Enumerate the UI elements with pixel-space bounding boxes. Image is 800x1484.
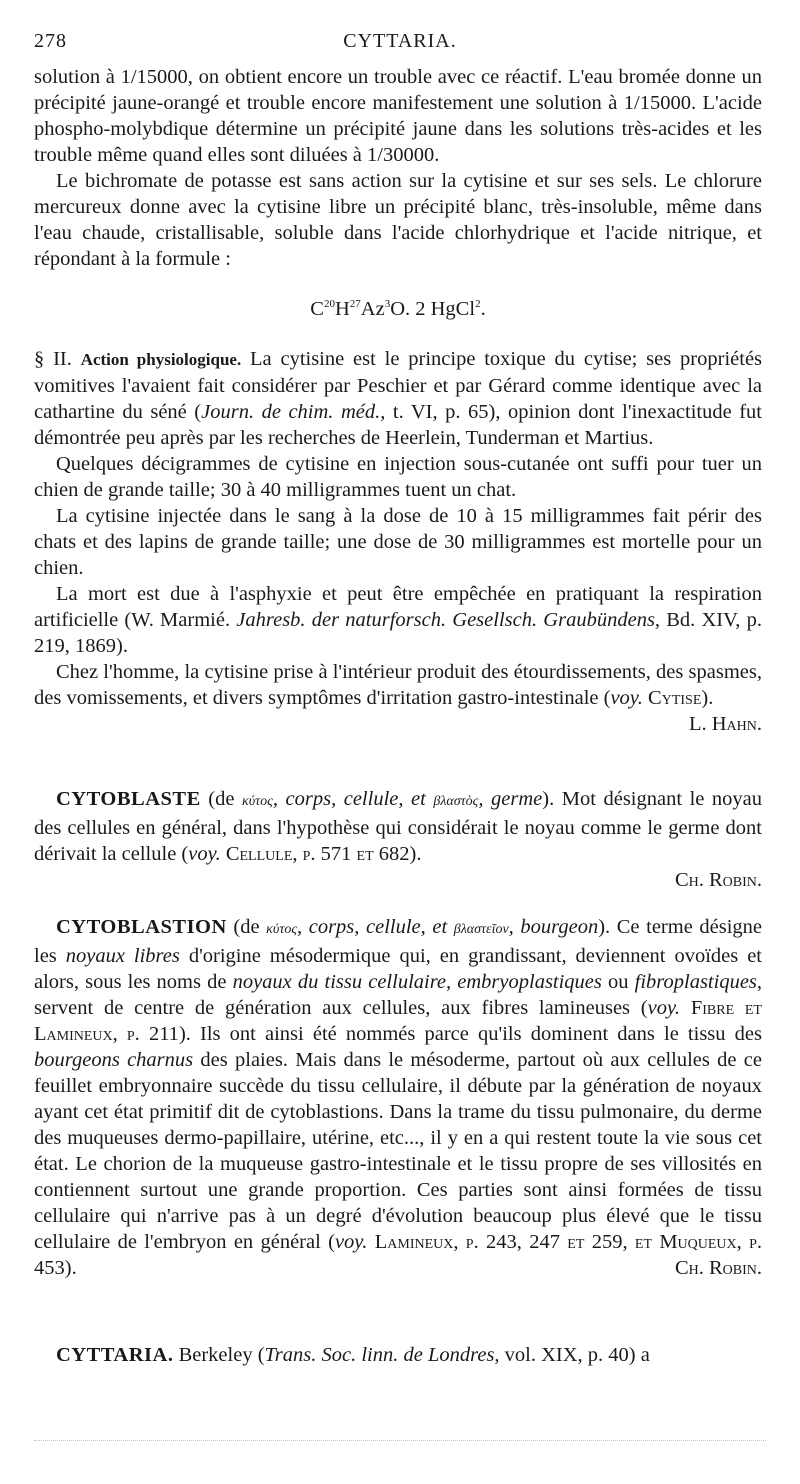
entry-headword: CYTOBLASTION	[56, 916, 227, 938]
entry-headword: CYTTARIA.	[56, 1344, 174, 1366]
paragraph-toxique: § II. Action physiologique. La cytisine est le principe toxique du cytise; ses propriétés vomitives l'avaient fait considérer par Peschier et par Gérard comme identique avec la cathartine du séné (Journ. de chim. méd., t. VI, p. 65), opinion dont l'inexactitude fut démontrée peu après par les recherches de Heerlein, Tunderman et Martius.	[34, 348, 763, 449]
page-header	[34, 30, 766, 58]
paragraph-asphyxie: La mort est due à l'asphyxie et peut être empêchée en pratiquant la respiration artificielle (W. Marmié. Jahresb. der naturforsch. Gesellsch. Graubündens, Bd. XIV, p. 219, 1869).	[34, 583, 762, 657]
paragraph-injection: La cytisine injectée dans le sang à la dose de 10 à 15 milligrammes fait périr des chats et des lapins de grande taille; une dose de 30 milligrammes est mortelle pour un chien.	[34, 505, 762, 579]
page-number: 278	[34, 30, 67, 52]
running-title: CYTTARIA.	[343, 30, 457, 52]
signature-robin-2: Ch. Robin.	[674, 1257, 762, 1279]
signature-robin-1: Ch. Robin.	[674, 869, 762, 891]
section-heading: Action physiologique.	[80, 350, 242, 369]
signature-hahn: L. Hahn.	[688, 713, 762, 735]
chemical-formula: $C^{20}H^{27}Az^3O$. 2 HgCl$^2$.	[310, 298, 486, 320]
section-label: § II.	[34, 348, 72, 370]
page-footer-rule	[34, 1440, 766, 1443]
paragraph-decigrammes: Quelques décigrammes de cytisine en injection sous-cutanée ont suffi pour tuer un chien de grande taille; 30 à 40 milligrammes tuent un chat.	[34, 453, 762, 501]
paragraph-continuation: solution à 1/15000, on obtient encore un trouble avec ce réactif. L'eau bromée donne un précipité jaune-orangé et trouble encore manifestement une solution à 1/15000. L'acide phospho-molybdique détermine un précipité jaune dans les solutions très-acides et les trouble même quand elles sont diluées à 1/30000.	[34, 66, 762, 166]
section-action-physiologique	[34, 346, 762, 737]
entry-headword: CYTOBLASTE	[56, 788, 201, 810]
entry-cytoblastion: CYTOBLASTION (de κύτος, corps, cellule, et βλαστεῖον, bourgeon). Ce terme désigne les noyaux libres d'origine mésodermique qui, en grandissant, deviennent ovoïdes et alors, sous les noms de noyaux du tissu cellulaire, embryoplastiques ou fibroplastiques, servent de centre de génération aux cellules, aux fibres lamineuses (voy. Fibre et Lamineux, p. 211). Ils ont ainsi été nommés parce qu'ils dominent dans le tissu des bourgeons charnus des plaies. Mais dans le mésoderme, partout où aux cellules de ce feuillet embryonnaire succède du tissu cellulaire, il débute par la génération de noyaux ayant cet état primitif dit de cytoblastions. Dans la trame du tissu pulmonaire, du derme des muqueuses dermo-papillaire, utérine, etc..., il y en a qui restent toute la vie sous cet état. Le chorion de la muqueuse gastro-intestinale et le tissu propre de ses villosités en contiennent surtout une grande proportion. Ces parties sont ainsi formées de tissu cellulaire qui n'arrive pas à un degré d'évolution beaucoup plus élevé que le tissu cellulaire de l'embryon en général (voy. Lamineux, p. 243, 247 et 259, et Muqueux, p. 453). Ch. Robin.	[34, 916, 763, 1279]
text-block-top	[34, 64, 762, 272]
entry-cyttaria: CYTTARIA. Berkeley (Trans. Soc. linn. de Londres, vol. XIX, p. 40) a	[56, 1344, 650, 1366]
paragraph-bichromate: Le bichromate de potasse est sans action sur la cytisine et sur ses sels. Le chlorure mercureux donne avec la cytisine libre un précipité blanc, très-insoluble, même dans l'eau chaude, cristallisable, soluble dans l'acide chlorhydrique et l'acide nitrique, et répondant à la formule :	[34, 170, 762, 270]
paragraph-homme: Chez l'homme, la cytisine prise à l'intérieur produit des étourdissements, des spasmes, des vomissements, et divers symptômes d'irritation gastro-intestinale (voy. Cytise). L. Hahn.	[34, 661, 762, 735]
entry-cytoblaste: CYTOBLASTE (de κύτος, corps, cellule, et βλαστὸς, germe). Mot désignant le noyau des cellules en général, dans l'hypothèse qui considérait le noyau comme le germe dont dérivait la cellule (voy. Cellule, p. 571 et 682). Ch. Robin.	[34, 788, 762, 891]
